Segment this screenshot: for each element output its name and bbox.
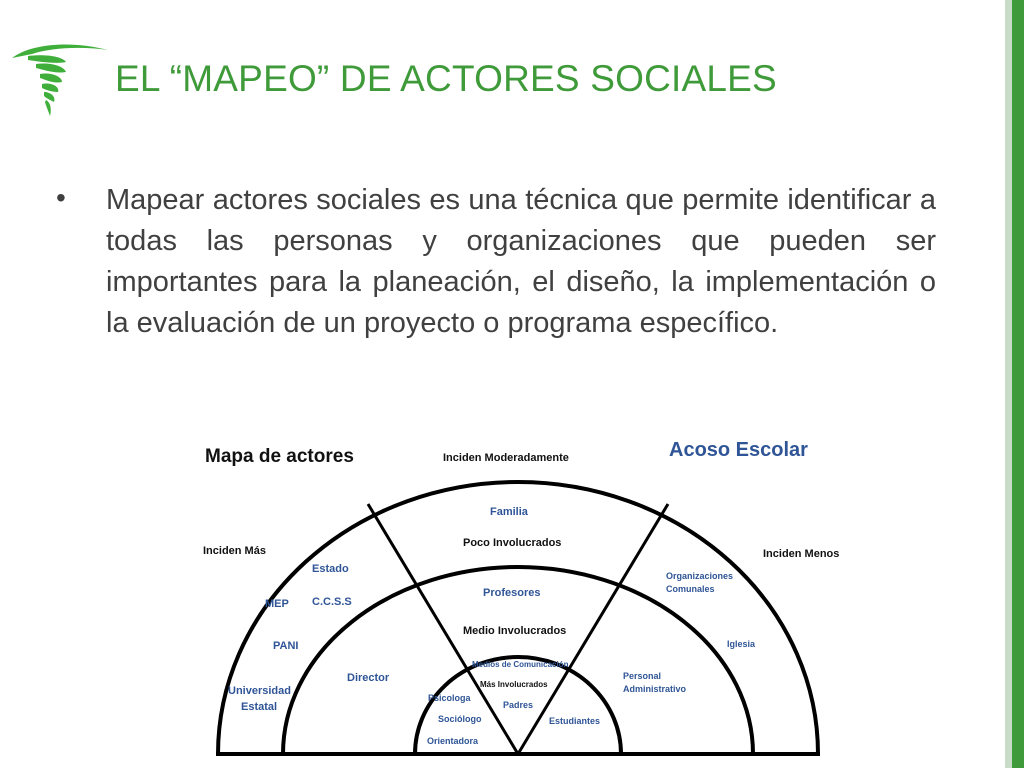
outer-arc — [218, 482, 818, 754]
actor-profesores: Profesores — [483, 587, 541, 599]
diagram-topic: Acoso Escolar — [669, 439, 808, 461]
sector-label-middle: Inciden Moderadamente — [443, 452, 569, 464]
actor-universidad-line2: Estatal — [241, 701, 278, 713]
actor-orientadora: Orientadora — [427, 736, 479, 746]
actor-psicologa: Psicologa — [428, 693, 471, 703]
green-swirl-logo-icon — [10, 40, 110, 120]
actor-mep: MEP — [265, 598, 289, 610]
bullet-marker: • — [56, 182, 66, 213]
actor-organizaciones-line1: Organizaciones — [666, 571, 734, 581]
actor-familia: Familia — [490, 506, 528, 518]
actor-personal-line2: Administrativo — [623, 684, 687, 694]
sector-label-right: Inciden Menos — [763, 548, 840, 560]
actor-director: Director — [347, 672, 390, 684]
sector-label-left: Inciden Más — [203, 545, 266, 557]
diagram-heading: Mapa de actores — [205, 446, 354, 467]
actor-sociologo: Sociólogo — [438, 714, 482, 724]
actor-personal-line1: Personal — [623, 671, 662, 681]
actor-pani: PANI — [273, 640, 299, 652]
actor-ccss: C.C.S.S — [312, 596, 352, 608]
slide-title: EL “MAPEO” DE ACTORES SOCIALES — [115, 58, 777, 99]
actor-estudiantes: Estudiantes — [549, 716, 601, 726]
actor-universidad-line1: Universidad — [228, 685, 291, 697]
ring-label-middle: Medio Involucrados — [463, 625, 567, 637]
actor-iglesia: Iglesia — [727, 639, 756, 649]
right-edge-accent-bar — [1012, 0, 1024, 768]
right-edge-accent-light — [1005, 0, 1012, 768]
actor-padres: Padres — [503, 700, 534, 710]
actor-medios: Medios de Comunicación — [472, 660, 569, 669]
actor-estado: Estado — [312, 563, 349, 575]
actor-organizaciones-line2: Comunales — [666, 584, 715, 594]
actor-map-diagram — [195, 420, 855, 768]
body-paragraph: Mapear actores sociales es una técnica que permite identificar a todas las personas y organizaciones que pueden ser importantes para la planeación, el diseño, la implementación o la evaluación de un proyecto o programa específico. — [106, 184, 936, 339]
ring-label-inner: Más Involucrados — [480, 680, 548, 689]
ring-label-outer: Poco Involucrados — [463, 537, 562, 549]
